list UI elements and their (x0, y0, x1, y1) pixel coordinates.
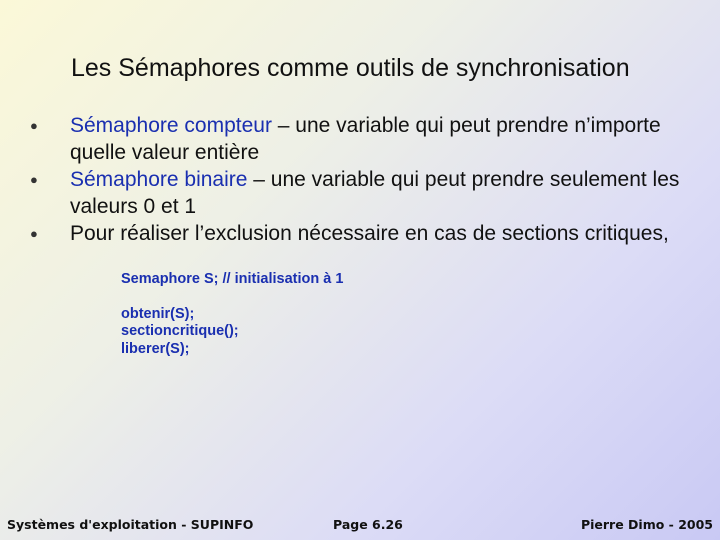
bullet-dot-icon: ● (30, 118, 38, 133)
bullet-item (30, 166, 690, 220)
bullet-highlight: Sémaphore binaire (70, 168, 248, 191)
code-line-init: Semaphore S; // initialisation à 1 (121, 271, 344, 287)
slide-title: Les Sémaphores comme outils de synchronisation (71, 54, 630, 82)
bullet-text: – une variable qui peut prendre seulement les valeurs 0 et 1 (70, 168, 680, 218)
bullet-list (30, 112, 690, 247)
code-line-section: sectioncritique(); (121, 323, 239, 339)
bullet-text: Pour réaliser l’exclusion nécessaire en cas de sections critiques, (70, 222, 669, 245)
bullet-item (30, 220, 690, 247)
code-block (121, 271, 343, 358)
code-spacer (121, 289, 343, 306)
code-line-liberer: liberer(S); (121, 340, 190, 357)
bullet-dot-icon: ● (30, 172, 38, 187)
bullet-text: – une variable qui peut prendre n’importe quelle valeur entière (70, 114, 661, 164)
bullet-dot-icon: ● (30, 226, 38, 241)
footer-course: Systèmes d'exploitation - SUPINFO (7, 517, 254, 532)
footer-author: Pierre Dimo - 2005 (580, 517, 713, 532)
code-line-obtenir: obtenir(S); (121, 305, 195, 322)
bullet-item (30, 112, 690, 166)
bullet-highlight: Sémaphore compteur (70, 114, 272, 137)
footer-page-number: Page 6.26 (333, 517, 403, 532)
